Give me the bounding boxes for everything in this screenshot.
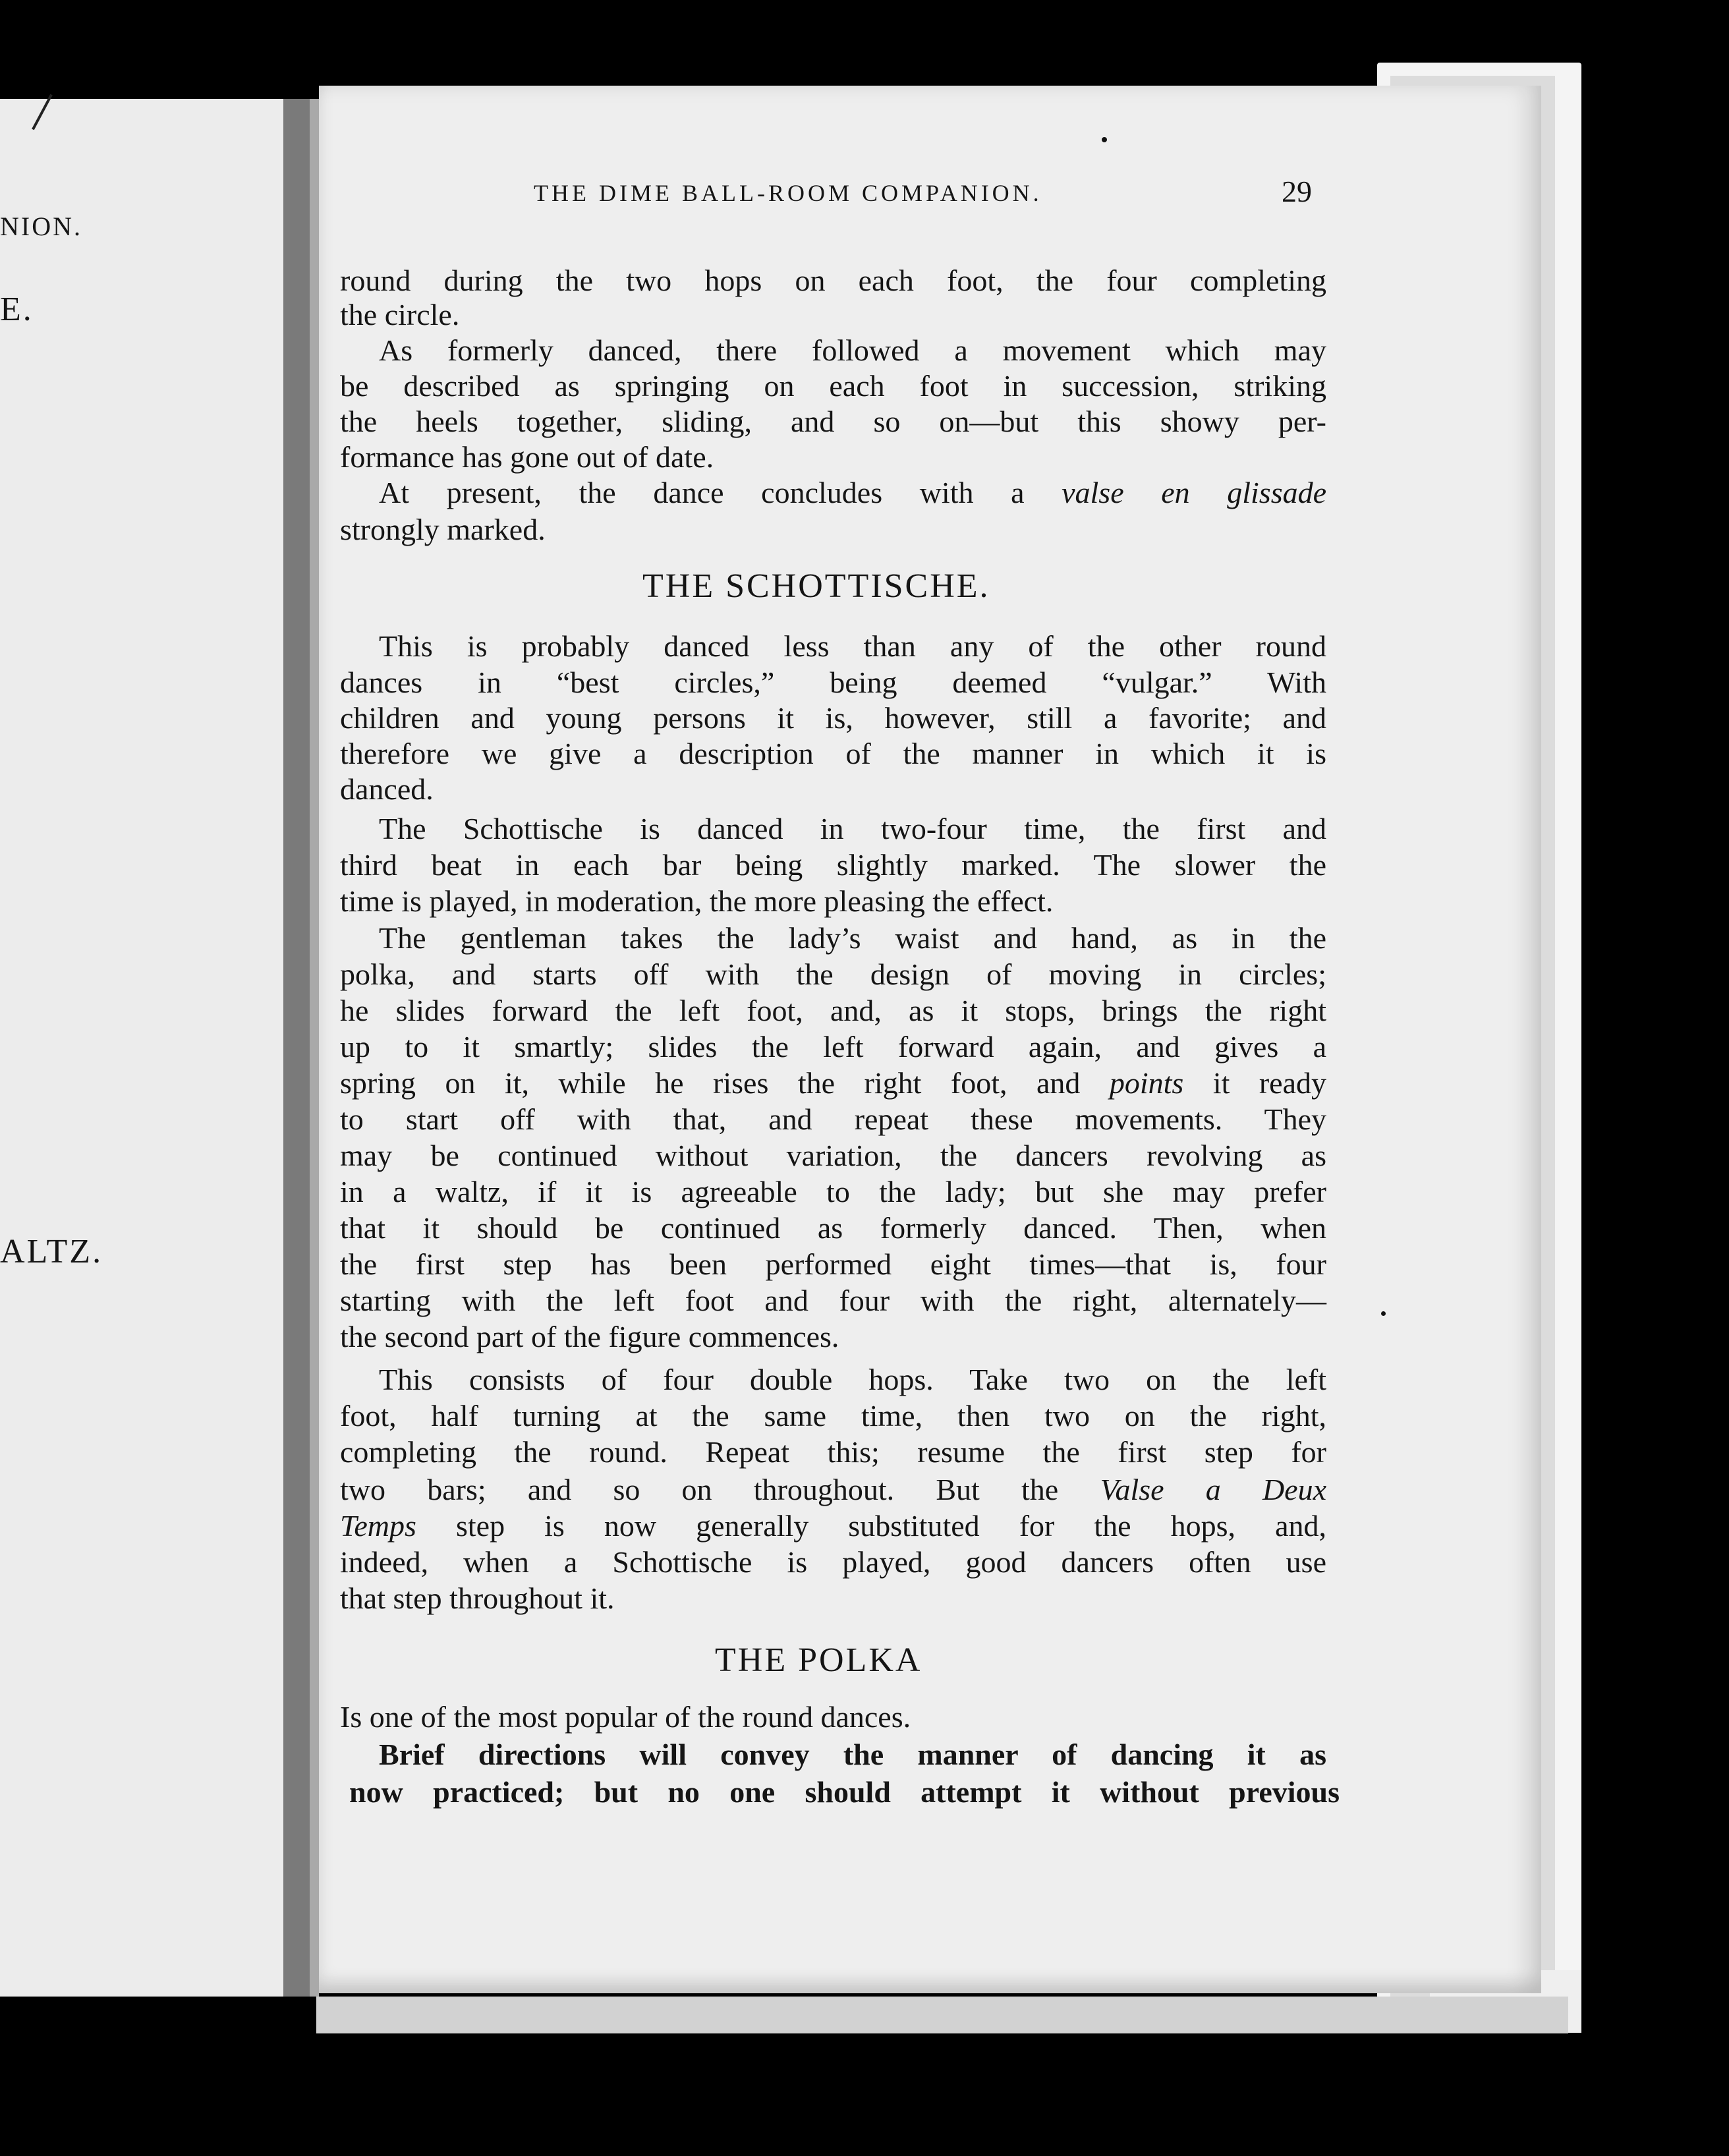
text-line: that it should be continued as formerly danced. Then, when bbox=[340, 1211, 1326, 1245]
text-line: may be continued without variation, the dancers revolving as bbox=[340, 1139, 1326, 1172]
text-run: spring on it, while he rises the right foot, and bbox=[340, 1066, 1081, 1100]
left-section-heading: E. bbox=[0, 291, 34, 328]
ink-speck bbox=[1102, 137, 1107, 142]
text-line: dances in “best circles,” being deemed “vulgar.” With bbox=[340, 666, 1326, 699]
text-line: round during the two hops on each foot, the four completing bbox=[340, 264, 1326, 297]
text-line-mixed bbox=[340, 1509, 1326, 1543]
text-line: strongly marked. bbox=[340, 513, 546, 546]
text-line: As formerly danced, there followed a movement which may bbox=[379, 333, 1326, 367]
text-line: polka, and starts off with the design of moving in circles; bbox=[340, 957, 1326, 991]
text-line: therefore we give a description of the manner in which it is bbox=[340, 737, 1326, 770]
section-heading-polka: THE POLKA bbox=[715, 1641, 922, 1679]
text-line: third beat in each bar being slightly marked. The slower the bbox=[340, 848, 1326, 882]
text-line: This is probably danced less than any of the other round bbox=[379, 629, 1326, 663]
text-line: This consists of four double hops. Take two on the left bbox=[379, 1363, 1326, 1396]
text-line: Is one of the most popular of the round dances. bbox=[340, 1700, 911, 1734]
text-line: the circle. bbox=[340, 298, 460, 331]
text-line: to start off with that, and repeat these movements. They bbox=[340, 1102, 1326, 1136]
page-number: 29 bbox=[1282, 175, 1312, 208]
text-line: the heels together, sliding, and so on—but this showy per- bbox=[340, 405, 1326, 438]
text-line: children and young persons it is, however, still a favorite; and bbox=[340, 701, 1326, 735]
text-run: step is now generally substituted for the hops, and, bbox=[455, 1509, 1327, 1543]
running-head: THE DIME BALL-ROOM COMPANION. bbox=[534, 180, 1042, 206]
text-line: in a waltz, if it is agreeable to the lady; but she may prefer bbox=[340, 1175, 1326, 1208]
ink-speck bbox=[1381, 1311, 1386, 1316]
text-line: up to it smartly; slides the left forward again, and gives a bbox=[340, 1030, 1326, 1064]
text-line-mixed bbox=[379, 476, 1326, 510]
italic-text: valse en glissade bbox=[1062, 476, 1327, 509]
text-line-mixed bbox=[340, 1066, 1326, 1100]
italic-text: Valse a Deux bbox=[1100, 1473, 1327, 1506]
text-run: two bars; and so on throughout. But the bbox=[340, 1473, 1059, 1506]
text-line: indeed, when a Schottische is played, good dancers often use bbox=[340, 1545, 1326, 1579]
italic-text: Temps bbox=[340, 1509, 416, 1543]
text-line: Brief directions will convey the manner of dancing it as bbox=[379, 1738, 1326, 1771]
left-section-heading-2: ALTZ. bbox=[0, 1233, 103, 1270]
left-running-head: NION. bbox=[0, 212, 82, 241]
text-line: The Schottische is danced in two-four time, the first and bbox=[379, 812, 1326, 845]
page-bottom-edge bbox=[316, 1997, 1568, 2033]
text-line-mixed bbox=[340, 1473, 1326, 1507]
text-line: time is played, in moderation, the more pleasing the effect. bbox=[340, 884, 1054, 918]
text-line: the first step has been performed eight times—that is, four bbox=[340, 1247, 1326, 1281]
text-line: completing the round. Repeat this; resume the first step for bbox=[340, 1435, 1326, 1469]
text-line: be described as springing on each foot in succession, striking bbox=[340, 369, 1326, 403]
book-gutter bbox=[310, 99, 319, 1997]
section-heading-schottische: THE SCHOTTISCHE. bbox=[642, 567, 990, 605]
text-line: he slides forward the left foot, and, as it stops, brings the right bbox=[340, 994, 1326, 1027]
text-run: At present, the dance concludes with a bbox=[379, 476, 1025, 509]
previous-page-fragment bbox=[0, 99, 297, 1997]
text-line: now practiced; but no one should attempt it without previous bbox=[349, 1775, 1340, 1809]
text-line: formance has gone out of date. bbox=[340, 440, 714, 474]
text-line: that step throughout it. bbox=[340, 1581, 615, 1615]
text-line: danced. bbox=[340, 772, 434, 806]
text-line: starting with the left foot and four with the right, alternately— bbox=[340, 1284, 1326, 1317]
text-run: it ready bbox=[1212, 1066, 1327, 1100]
text-line: foot, half turning at the same time, then two on the right, bbox=[340, 1399, 1326, 1433]
italic-text: points bbox=[1109, 1066, 1184, 1100]
text-line: The gentleman takes the lady’s waist and hand, as in the bbox=[379, 921, 1326, 955]
text-line: the second part of the figure commences. bbox=[340, 1320, 839, 1353]
